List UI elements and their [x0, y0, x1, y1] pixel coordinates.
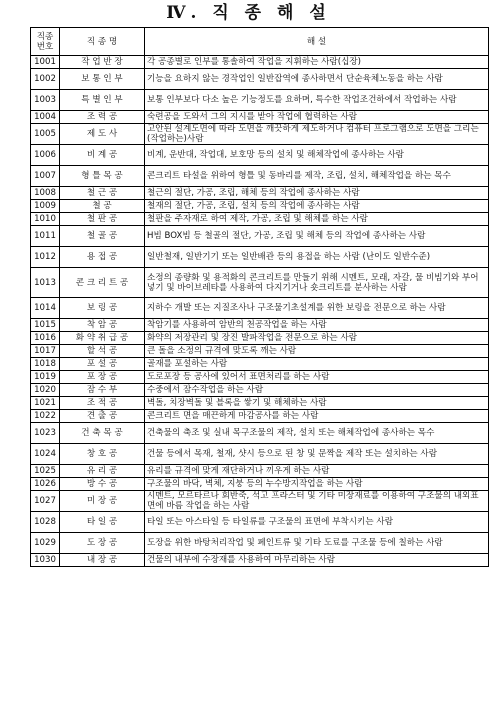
table-row	[31, 111, 489, 124]
job-desc: 철재의 절단, 가공, 조립, 설치 등의 작업에 종사하는 사람	[145, 200, 489, 213]
table-row	[31, 69, 489, 90]
job-desc: 지하수 개발 또는 지질조사나 구조물기초설계를 위한 보링을 전문으로 하는 사람	[145, 298, 489, 319]
job-desc: 벽돌, 치장벽돌 및 블록을 쌓기 및 해체하는 사람	[145, 397, 489, 410]
table-row	[31, 124, 489, 145]
job-name: 철 근 공	[60, 187, 145, 200]
job-name: 조 력 공	[60, 111, 145, 124]
job-desc: 착암기를 사용하여 암반의 천공작업을 하는 사람	[145, 319, 489, 332]
table-row	[31, 397, 489, 410]
job-name: 미 장 공	[60, 491, 145, 512]
job-name: 잠 수 부	[60, 384, 145, 397]
job-desc: 보통 인부보다 다소 높은 기능정도를 요하며, 특수한 작업조건하에서 작업하는 사람	[145, 90, 489, 111]
table-row	[31, 444, 489, 465]
table-header-row	[31, 28, 489, 56]
job-desc: 시멘트, 모르타르나 회반죽, 석고 프라스터 및 기타 미장재료를 이용하여 구조물의 내외표면에 바름 작업을 하는 사람	[145, 491, 489, 512]
table-row	[31, 478, 489, 491]
job-name: 철 공	[60, 200, 145, 213]
table-row	[31, 56, 489, 69]
table-row	[31, 384, 489, 397]
job-desc: 소정의 종량화 및 용적화의 콘크리트를 만들기 위해 시멘트, 모래, 자갈, 물 비빔기와 부어넣기 및 바이브레타를 사용하여 다지기거나 숏크리트를 분사하는 사람	[145, 268, 489, 298]
job-code: 1009	[31, 200, 60, 213]
job-code: 1002	[31, 69, 60, 90]
job-code: 1014	[31, 298, 60, 319]
header-code-line1: 직종	[36, 31, 54, 42]
table-row	[31, 145, 489, 166]
job-code: 1004	[31, 111, 60, 124]
table-row	[31, 200, 489, 213]
job-code: 1029	[31, 533, 60, 554]
header-desc: 해 설	[145, 28, 489, 56]
job-desc: 숙련공을 도와서 그의 지시를 받아 작업에 협력하는 사람	[145, 111, 489, 124]
table-row	[31, 187, 489, 200]
job-code: 1001	[31, 56, 60, 69]
job-name: 착 암 공	[60, 319, 145, 332]
job-name: 견 출 공	[60, 410, 145, 423]
job-desc: 화약의 저장관리 및 장진 발파작업을 전문으로 하는 사람	[145, 332, 489, 345]
job-code: 1016	[31, 332, 60, 345]
job-code: 1013	[31, 268, 60, 298]
job-desc: 유리를 규격에 맞게 재단하거나 끼우게 하는 사람	[145, 465, 489, 478]
job-desc: 타일 또는 아스타일 등 타일류를 구조물의 표면에 부착시키는 사람	[145, 512, 489, 533]
job-name: 콘 크 리 트 공	[60, 268, 145, 298]
job-name: 타 일 공	[60, 512, 145, 533]
job-code: 1007	[31, 166, 60, 187]
job-name: 창 호 공	[60, 444, 145, 465]
job-code: 1025	[31, 465, 60, 478]
job-name: 유 리 공	[60, 465, 145, 478]
table-row	[31, 298, 489, 319]
job-code: 1017	[31, 345, 60, 358]
job-name: 보 통 인 부	[60, 69, 145, 90]
job-name: 포 설 공	[60, 358, 145, 371]
job-name: 방 수 공	[60, 478, 145, 491]
job-desc: 도장을 위한 바탕처리작업 및 페인트류 및 기타 도료를 구조물 등에 칠하는 사람	[145, 533, 489, 554]
job-desc: 일반철재, 일반기기 또는 일반배관 등의 용접을 하는 사람 (난이도 일반수준)	[145, 247, 489, 268]
job-name: 특 별 인 부	[60, 90, 145, 111]
job-code: 1019	[31, 371, 60, 384]
header-code-line2: 번호	[36, 41, 54, 52]
job-code: 1028	[31, 512, 60, 533]
job-desc: 콘크리트 타설을 위하여 형틀 및 동바리를 제작, 조립, 설치, 해체작업을 하는 목수	[145, 166, 489, 187]
table-row	[31, 533, 489, 554]
job-code: 1008	[31, 187, 60, 200]
table-row	[31, 332, 489, 345]
job-name: 내 장 공	[60, 554, 145, 567]
table-row	[31, 423, 489, 444]
table-row	[31, 213, 489, 226]
job-code: 1010	[31, 213, 60, 226]
job-name: 포 장 공	[60, 371, 145, 384]
job-desc: 각 공종별로 인부를 통솔하여 작업을 지휘하는 사람(십장)	[145, 56, 489, 69]
job-name: 비 계 공	[60, 145, 145, 166]
table-row	[31, 410, 489, 423]
job-code: 1006	[31, 145, 60, 166]
job-desc: 큰 돌을 소정의 규격에 맞도록 깨는 사람	[145, 345, 489, 358]
job-code: 1018	[31, 358, 60, 371]
table-row	[31, 371, 489, 384]
table-row	[31, 247, 489, 268]
job-name: 형 틀 목 공	[60, 166, 145, 187]
job-desc: 철근의 절단, 가공, 조립, 해체 등의 작업에 종사하는 사람	[145, 187, 489, 200]
table-row	[31, 345, 489, 358]
job-name: 보 링 공	[60, 298, 145, 319]
job-code: 1015	[31, 319, 60, 332]
job-code: 1012	[31, 247, 60, 268]
table-row	[31, 268, 489, 298]
job-name: 건 축 목 공	[60, 423, 145, 444]
job-code: 1026	[31, 478, 60, 491]
job-name: 할 석 공	[60, 345, 145, 358]
job-desc: 도로포장 등 공사에 있어서 표면처리를 하는 사람	[145, 371, 489, 384]
job-desc: 고안된 설계도면에 따라 도면을 깨끗하게 제도하거나 컴퓨터 프로그램으로 도면을 그리는(작업하는)사람	[145, 124, 489, 145]
table-row	[31, 358, 489, 371]
table-row	[31, 465, 489, 478]
header-name: 직 종 명	[60, 28, 145, 56]
job-description-table	[30, 27, 489, 567]
job-desc: 철판을 주자재로 하여 제작, 가공, 조립 및 해체를 하는 사람	[145, 213, 489, 226]
job-code: 1005	[31, 124, 60, 145]
job-code: 1003	[31, 90, 60, 111]
table-row	[31, 512, 489, 533]
job-desc: 골재를 포설하는 사람	[145, 358, 489, 371]
job-name: 제 도 사	[60, 124, 145, 145]
job-desc: 기능을 요하지 않는 경작업인 일반잡역에 종사하면서 단순육체노동을 하는 사람	[145, 69, 489, 90]
job-name: 화 약 취 급 공	[60, 332, 145, 345]
job-name: 도 장 공	[60, 533, 145, 554]
job-desc: H빔 BOX빔 등 철골의 절단, 가공, 조립 및 해체 등의 작업에 종사하는 사람	[145, 226, 489, 247]
table-row	[31, 319, 489, 332]
job-code: 1022	[31, 410, 60, 423]
job-desc: 건물의 내부에 수장재를 사용하여 마무리하는 사람	[145, 554, 489, 567]
job-desc: 비계, 운반대, 작업대, 보호망 등의 설치 및 해체작업에 종사하는 사람	[145, 145, 489, 166]
job-desc: 수중에서 잠수작업을 하는 사람	[145, 384, 489, 397]
job-name: 철 골 공	[60, 226, 145, 247]
job-name: 용 접 공	[60, 247, 145, 268]
job-name: 조 적 공	[60, 397, 145, 410]
job-code: 1011	[31, 226, 60, 247]
job-name: 철 판 공	[60, 213, 145, 226]
table-row	[31, 491, 489, 512]
table-row	[31, 90, 489, 111]
job-desc: 건물 등에서 목재, 철재, 샷시 등으로 된 창 및 문짝을 제작 또는 설치하는 사람	[145, 444, 489, 465]
job-code: 1020	[31, 384, 60, 397]
job-code: 1024	[31, 444, 60, 465]
page-title: Ⅳ. 직 종 해 설	[166, 3, 331, 23]
table-row	[31, 226, 489, 247]
table-row	[31, 166, 489, 187]
table-row	[31, 554, 489, 567]
job-code: 1027	[31, 491, 60, 512]
job-desc: 콘크리트 면을 매끈하게 마감공사를 하는 사람	[145, 410, 489, 423]
job-code: 1021	[31, 397, 60, 410]
job-code: 1030	[31, 554, 60, 567]
header-code	[31, 28, 60, 56]
job-desc: 건축물의 축조 및 실내 목구조물의 제작, 설치 또는 해체작업에 종사하는 목수	[145, 423, 489, 444]
job-name: 작 업 반 장	[60, 56, 145, 69]
job-code: 1023	[31, 423, 60, 444]
job-desc: 구조물의 바닥, 벽체, 지붕 등의 누수방지작업을 하는 사람	[145, 478, 489, 491]
